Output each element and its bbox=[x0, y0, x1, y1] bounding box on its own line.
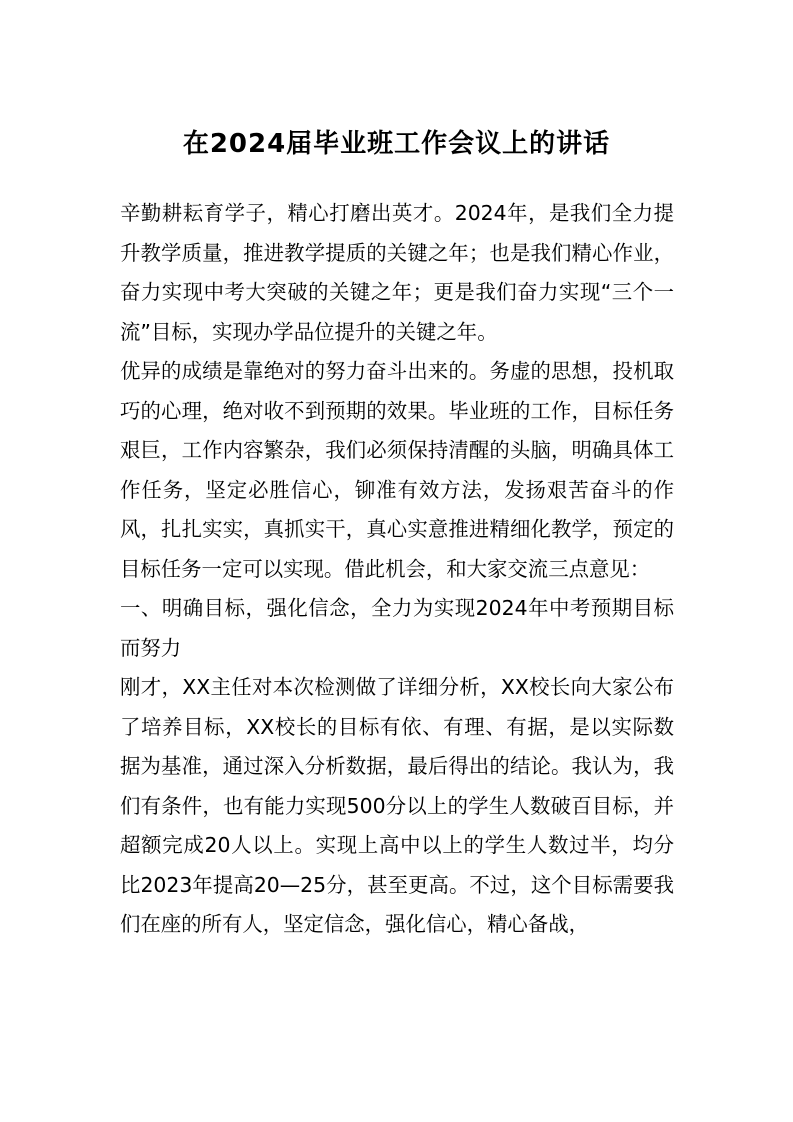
page-title: 在2024届毕业班工作会议上的讲话 bbox=[182, 129, 611, 159]
section-heading-1: 一、明确目标，强化信念，全力为实现2024年中考预期目标而努力 bbox=[120, 596, 674, 660]
paragraph-intro: 辛勤耕耘育学子，精心打磨出英才。2024年，是我们全力提升教学质量，推进教学提质的关键之年；也是我们精心作业，奋力实现中考大突破的关键之年；更是我们奋力实现“三个一流”目标，实现办学品位提升的关键之年。 bbox=[120, 201, 674, 344]
paragraph-goals: 刚才，XX主任对本次检测做了详细分析，XX校长向大家公布了培养目标，XX校长的目标有依、有理、有据，是以实际数据为基准，通过深入分析数据，最后得出的结论。我认为，我们有条件，也有能力实现500分以上的学生人数破百目标，并超额完成20人以上。实现上高中以上的学生人数过半，均分比2023年提高20—25分，甚至更高。不过，这个目标需要我们在座的所有人，坚定信念，强化信心，精心备战， bbox=[120, 675, 674, 936]
document-body bbox=[120, 194, 674, 945]
paragraph-effort: 优异的成绩是靠绝对的努力奋斗出来的。务虚的思想，投机取巧的心理，绝对收不到预期的效果。毕业班的工作，目标任务艰巨，工作内容繁杂，我们必须保持清醒的头脑，明确具体工作任务，坚定必胜信心，铆准有效方法，发扬艰苦奋斗的作风，扎扎实实，真抓实干，真心实意推进精细化教学，预定的目标任务一定可以实现。借此机会，和大家交流三点意见： bbox=[120, 359, 674, 581]
